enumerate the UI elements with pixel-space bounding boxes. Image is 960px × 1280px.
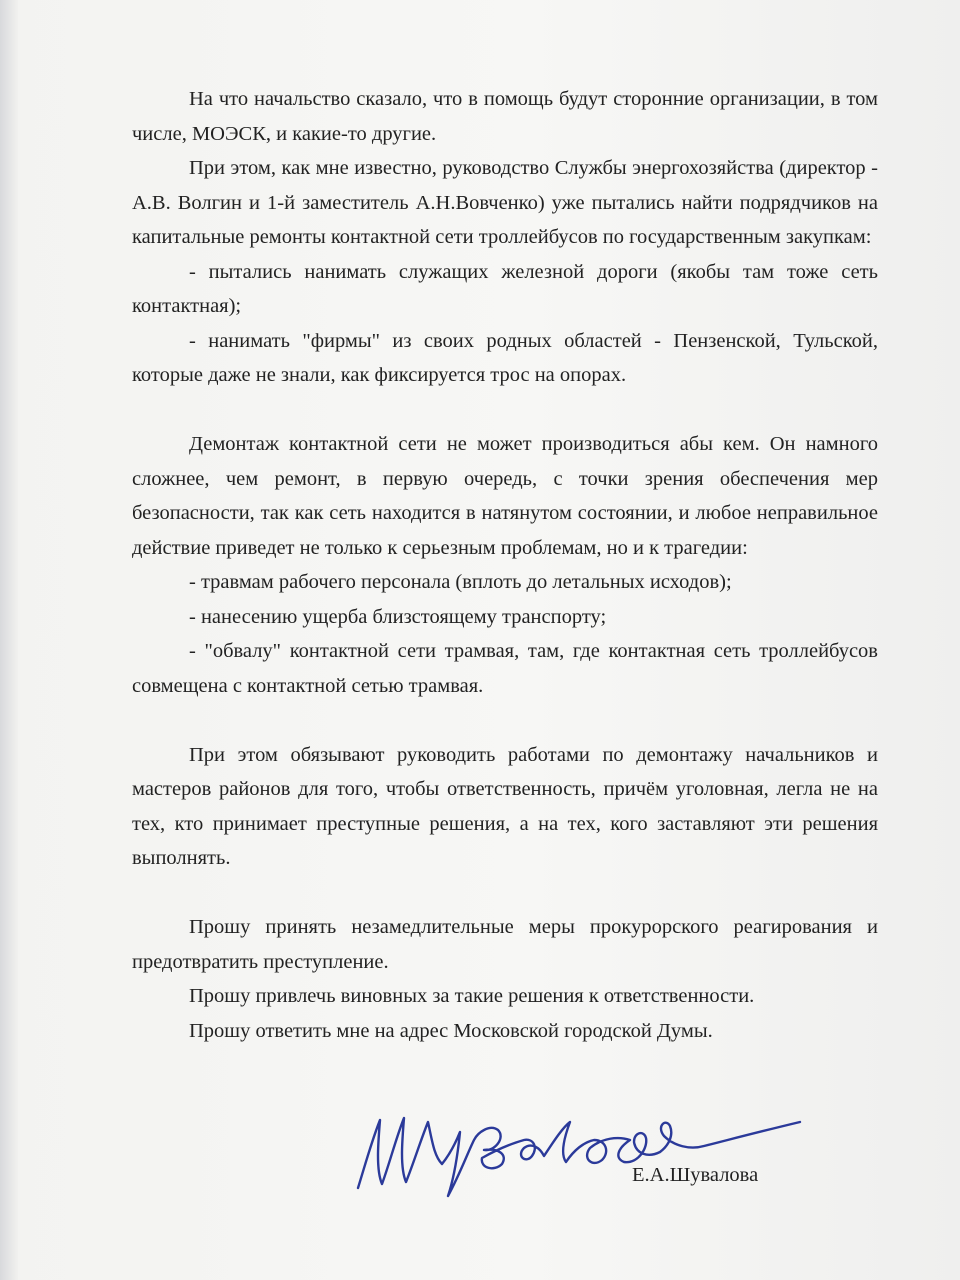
paragraph-7: - нанесению ущерба близстоящему транспорту; [189, 605, 607, 628]
paragraph-9: При этом обязывают руководить работами по демонтажу начальников и мастеров районов для того, чтобы ответственность, причём уголовная, легла не на тех, кто принимает преступные решения, а на тех, кого заставляют эти решения выполнять. [132, 743, 878, 869]
paragraph-1: На что начальство сказало, что в помощь будут сторонние организации, в том числе, МОЭСК, и какие-то другие. [132, 88, 878, 145]
paragraph-12: Прошу ответить мне на адрес Московской городской Думы. [189, 1019, 713, 1042]
signature-block [132, 1048, 878, 1218]
paragraph-3: - пытались нанимать служащих железной дороги (якобы там тоже сеть контактная); [132, 260, 878, 317]
paragraph-2: При этом, как мне известно, руководство Службы энергохозяйства (директор - А.В. Волгин и 1-й заместитель А.Н.Вовченко) уже пытались найти подрядчиков на капитальные ремонты контактной сети троллейбусов по государственным закупкам: [132, 157, 878, 248]
paragraph-4: - нанимать "фирмы" из своих родных областей - Пензенской, Тульской, которые даже не знали, как фиксируется трос на опорах. [132, 329, 878, 386]
spacer [132, 876, 878, 911]
paragraph-10: Прошу принять незамедлительные меры прокурорского реагирования и предотвратить преступление. [132, 916, 878, 973]
paragraph-11: Прошу привлечь виновных за такие решения к ответственности. [189, 985, 755, 1007]
spacer [132, 703, 878, 738]
paragraph-8: - "обвалу" контактной сети трамвая, там, где контактная сеть троллейбусов совмещена с контактной сетью трамвая. [132, 640, 878, 697]
spacer [132, 393, 878, 428]
paragraph-5: Демонтаж контактной сети не может производиться абы кем. Он намного сложнее, чем ремонт, в первую очередь, с точки зрения обеспечения мер безопасности, так как сеть находится в натянутом состоянии, и любое неправильное действие приведет не только к серьезным проблемам, но и к трагедии: [132, 433, 878, 559]
paragraph-6: - травмам рабочего персонала (вплоть до летальных исходов); [189, 571, 732, 593]
signatory-name: Е.А.Шувалова [632, 1164, 759, 1186]
